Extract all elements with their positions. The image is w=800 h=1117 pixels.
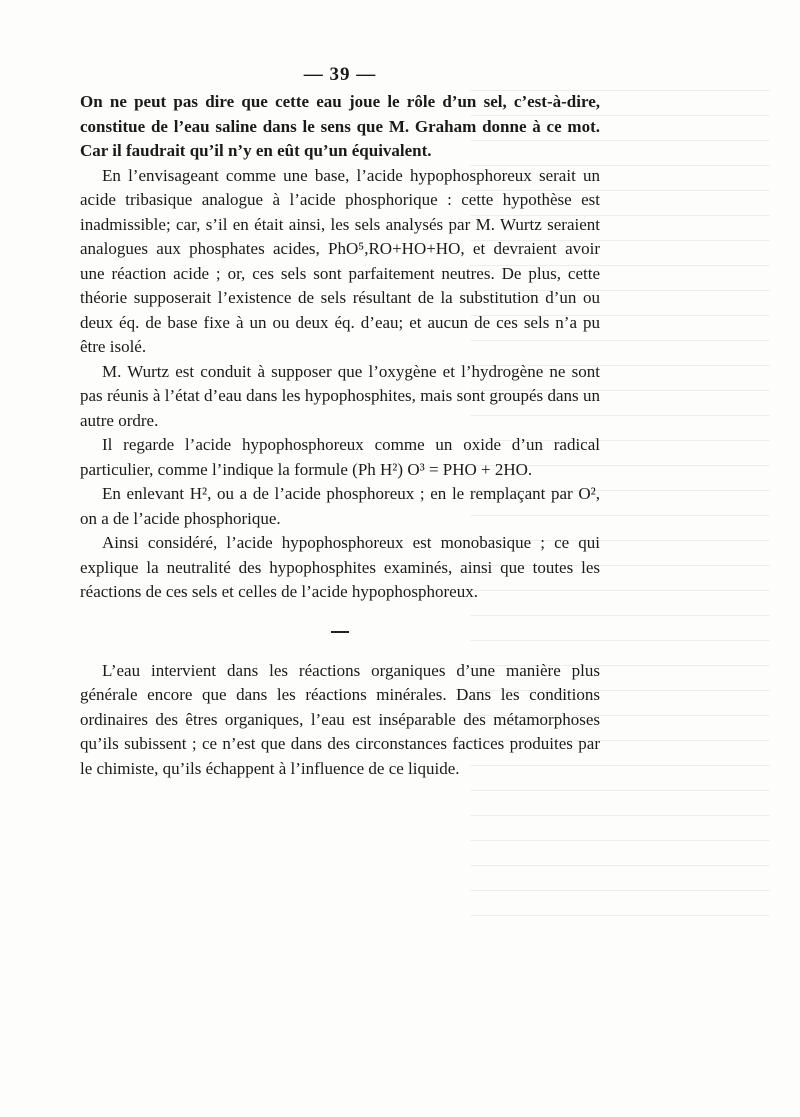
- page-number: — 39 —: [303, 64, 377, 85]
- paragraph-1: On ne peut pas dire que cette eau joue le rôle d’un sel, c’est-à-dire, constitue de l’eau saline dans le sens que M. Graham donne à ce mot. Car il faudrait qu’il n’y en eût qu’un équivalent.: [80, 92, 600, 160]
- section-separator: [331, 631, 349, 633]
- paragraph-2: En l’envisageant comme une base, l’acide hypophosphoreux serait un acide tribasique analogue à l’acide phosphorique : cette hypothèse est inadmissible; car, s’il en était ainsi, les sels analysés par M. Wurtz seraient analogues aux phosphates acides, PhO⁵,RO+HO+HO, et devraient avoir une réaction acide ; or, ces sels sont parfaitement neutres. De plus, cette théorie supposerait l’existence de sels résultant de la substitution d’un ou deux éq. de base fixe à un ou deux éq. d’eau; et aucun de ces sels n’a pu être isolé.: [80, 165, 600, 356]
- document-page: [80, 64, 600, 781]
- paragraph-4: Il regarde l’acide hypophosphoreux comme un oxide d’un radical particulier, comme l’indique la formule (Ph H²) O³ = PHO + 2HO.: [80, 435, 600, 479]
- paragraph-7: L’eau intervient dans les réactions organiques d’une manière plus générale encore que dans les réactions minérales. Dans les conditions ordinaires des êtres organiques, l’eau est inséparable des métamorphoses qu’ils subissent ; ce n’est que dans des circonstances factices produites par le chimiste, qu’ils échappent à l’influence de ce liquide.: [80, 660, 600, 778]
- paragraph-6: Ainsi considéré, l’acide hypophosphoreux est monobasique ; ce qui explique la neutralité des hypophosphites examinés, ainsi que toutes les réactions de ces sels et celles de l’acide hypophosphoreux.: [80, 533, 600, 601]
- paragraph-3: M. Wurtz est conduit à supposer que l’oxygène et l’hydrogène ne sont pas réunis à l’état d’eau dans les hypophosphites, mais sont groupés dans un autre ordre.: [80, 361, 600, 430]
- paragraph-5: En enlevant H², ou a de l’acide phosphoreux ; en le remplaçant par O², on a de l’acide phosphorique.: [80, 484, 600, 528]
